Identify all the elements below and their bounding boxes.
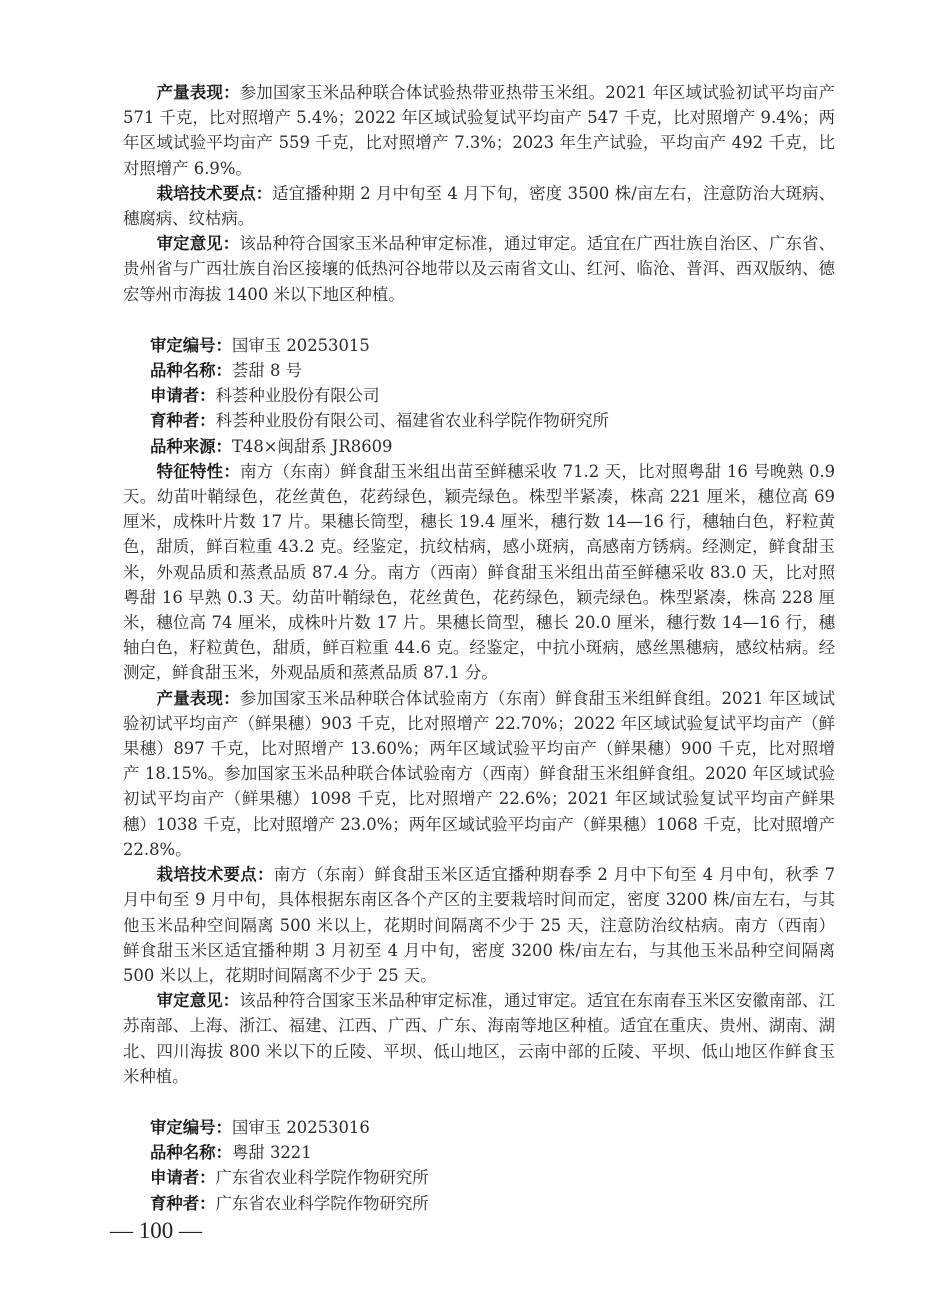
field-label: 申请者：	[150, 1168, 216, 1188]
section-label: 特征特性：	[156, 461, 241, 481]
applicant	[123, 1165, 835, 1190]
section-text: 适宜播种期 2 月中旬至 4 月下旬，密度 3500 株/亩左右，注意防治大斑病、穗腐病、纹枯病。	[123, 183, 835, 229]
section-text: 该品种符合国家玉米品种审定标准，通过审定。适宜在东南春玉米区安徽南部、江苏南部、上海、浙江、福建、江西、广西、广东、海南等地区种植。适宜在重庆、贵州、湖南、湖北、四川海拔 800 米以下的丘陵、平坝、低山地区，云南中部的丘陵、平坝、低山地区作鲜食玉米种植。	[123, 991, 835, 1086]
yield-paragraph	[123, 80, 835, 181]
section-label: 产量表现：	[156, 688, 240, 708]
approval-number	[123, 333, 835, 358]
entry-20253016	[123, 1115, 835, 1216]
opinion-paragraph	[123, 988, 835, 1089]
section-text: 南方（东南）鲜食甜玉米区适宜播种期春季 2 月中下旬至 4 月中旬，秋季 7 月中旬至 9 月中旬，具体根据东南区各个产区的主要栽培时间而定，密度 3200 株/亩左右，与其他玉米品种空间隔离 500 米以上，花期时间隔离不少于 25 天，注意防治纹枯病。南方（西南）鲜食甜玉米区适宜播种期 3 月初至 4 月中旬，密度 3200 株/亩左右，与其他玉米品种空间隔离 500 米以上，花期时间隔离不少于 25 天。	[123, 865, 835, 985]
section-label: 审定意见：	[156, 991, 240, 1011]
field-label: 审定编号：	[150, 1117, 232, 1137]
variety-name	[123, 1140, 835, 1165]
document-page	[123, 80, 835, 1216]
field-label: 品种名称：	[150, 1143, 232, 1163]
field-value: 国审玉 20253015	[231, 335, 370, 355]
field-label: 申请者：	[150, 386, 216, 406]
opinion-paragraph	[123, 231, 835, 307]
field-value: 荟甜 8 号	[231, 361, 302, 381]
cultivation-paragraph	[123, 862, 835, 988]
entry-spacer	[123, 1089, 835, 1115]
entry-20253015	[123, 333, 835, 1089]
variety-name	[123, 358, 835, 383]
field-label: 审定编号：	[150, 335, 232, 355]
section-label: 审定意见：	[156, 234, 240, 254]
entry-spacer	[123, 307, 835, 333]
applicant	[123, 383, 835, 408]
field-label: 育种者：	[150, 1193, 216, 1213]
section-label: 栽培技术要点：	[156, 865, 274, 885]
field-label: 品种来源：	[150, 436, 232, 456]
variety-source	[123, 434, 835, 459]
field-value: 广东省农业科学院作物研究所	[215, 1168, 429, 1188]
traits-paragraph	[123, 459, 835, 686]
field-label: 品种名称：	[150, 361, 232, 381]
section-text: 参加国家玉米品种联合体试验热带亚热带玉米组。2021 年区域试验初试平均亩产 571 千克，比对照增产 5.4%；2022 年区域试验复试平均亩产 547 千克，比对照增产 9.4%；两年区域试验平均亩产 559 千克，比对照增产 7.3%；2023 年生产试验，平均亩产 492 千克，比对照增产 6.9%。	[123, 83, 836, 178]
section-text: 南方（东南）鲜食甜玉米组出苗至鲜穗采收 71.2 天，比对照粤甜 16 号晚熟 0.9 天。幼苗叶鞘绿色，花丝黄色，花药绿色，颖壳绿色。株型半紧凑，株高 221 厘米，穗位高 69 厘米，成株叶片数 17 片。果穗长筒型，穗长 19.4 厘米，穗行数 14—16 行，穗轴白色，籽粒黄色，甜质，鲜百粒重 43.2 克。经鉴定，抗纹枯病，感小斑病，高感南方锈病。经测定，鲜食甜玉米，外观品质和蒸煮品质 87.4 分。南方（西南）鲜食甜玉米组出苗至鲜穗采收 83.0 天，比对照粤甜 16 早熟 0.3 天。幼苗叶鞘绿色，花丝黄色，花药绿色，颖壳绿色。株型紧凑，株高 228 厘米，穗位高 74 厘米，成株叶片数 17 片。果穗长筒型，穗长 20.0 厘米，穗行数 14—16 行，穗轴白色，籽粒黄色，甜质，鲜百粒重 44.6 克。经鉴定，中抗小斑病，感丝黑穗病，感纹枯病。经测定，鲜食甜玉米，外观品质和蒸煮品质 87.1 分。	[123, 461, 836, 683]
section-text: 该品种符合国家玉米品种审定标准，通过审定。适宜在广西壮族自治区、广东省、贵州省与广西壮族自治区接壤的低热河谷地带以及云南省文山、红河、临沧、普洱、西双版纳、德宏等州市海拔 1400 米以下地区种植。	[123, 234, 835, 304]
section-text: 参加国家玉米品种联合体试验南方（东南）鲜食甜玉米组鲜食组。2021 年区域试验初试平均亩产（鲜果穗）903 千克，比对照增产 22.70%；2022 年区域试验复试平均亩产（鲜果穗）897 千克，比对照增产 13.60%；两年区域试验平均亩产（鲜果穗）900 千克，比对照增产 18.15%。参加国家玉米品种联合体试验南方（西南）鲜食甜玉米组鲜食组。2020 年区域试验初试平均亩产（鲜果穗）1098 千克，比对照增产 22.6%；2021 年区域试验复试平均亩产鲜果穗）1038 千克，比对照增产 23.0%；两年区域试验平均亩产（鲜果穗）1068 千克，比对照增产 22.8%。	[123, 688, 836, 859]
field-value: 广东省农业科学院作物研究所	[215, 1193, 429, 1213]
yield-paragraph	[123, 686, 835, 862]
field-label: 育种者：	[150, 411, 216, 431]
field-value: 科荟种业股份有限公司、福建省农业科学院作物研究所	[215, 411, 609, 431]
approval-number	[123, 1115, 835, 1140]
field-value: 粤甜 3221	[231, 1143, 312, 1163]
breeder	[123, 1191, 835, 1216]
entry-previous	[123, 80, 835, 307]
section-label: 产量表现：	[156, 83, 240, 102]
cultivation-paragraph	[123, 181, 835, 231]
section-label: 栽培技术要点：	[156, 183, 273, 203]
breeder	[123, 408, 835, 433]
field-value: T48×闽甜系 JR8609	[231, 436, 393, 456]
page-number: — 100 —	[110, 1218, 202, 1243]
field-value: 国审玉 20253016	[231, 1117, 370, 1137]
field-value: 科荟种业股份有限公司	[215, 386, 380, 406]
